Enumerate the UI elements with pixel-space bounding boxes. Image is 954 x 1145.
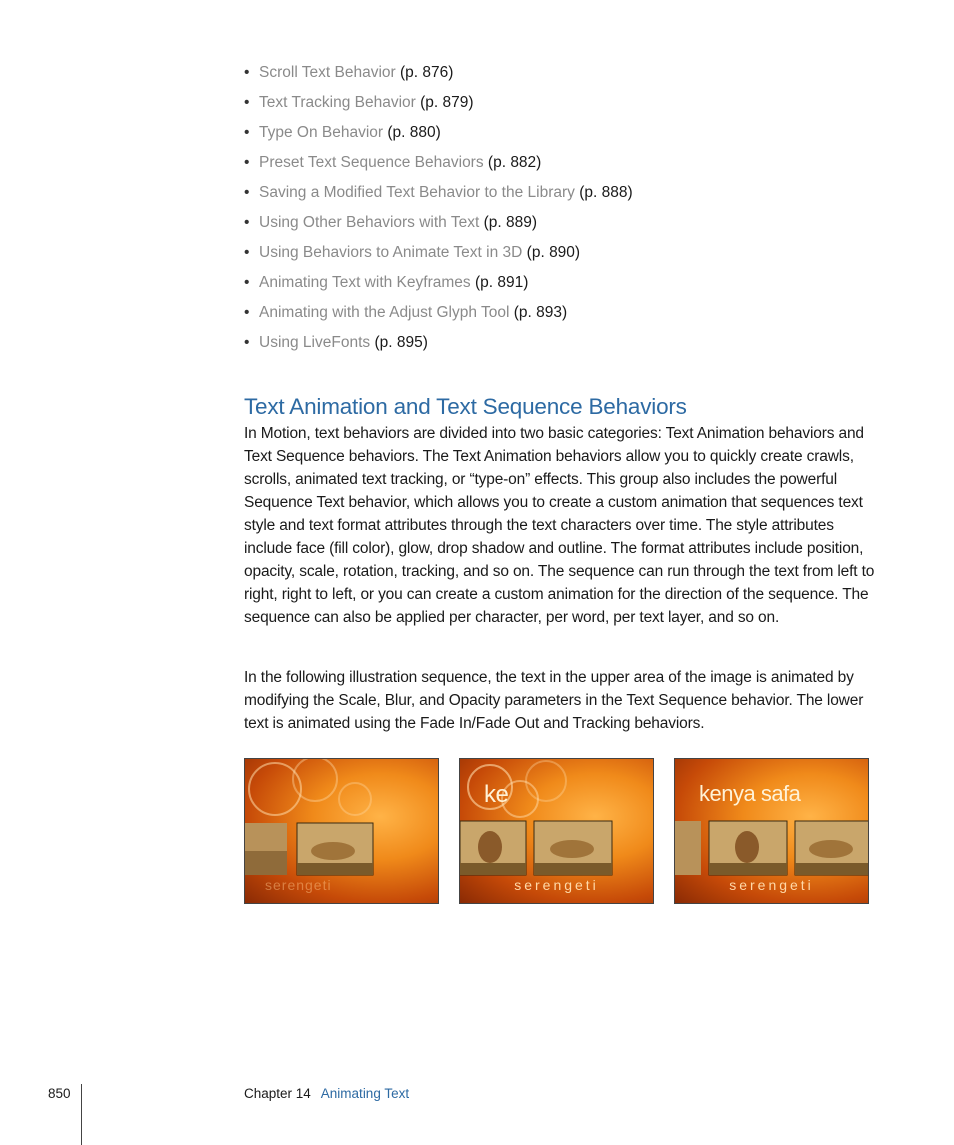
toc-link[interactable]: Using Behaviors to Animate Text in 3D (259, 244, 523, 261)
footer-divider (81, 1084, 82, 1145)
bullet: • (244, 274, 250, 291)
body-paragraph: In Motion, text behaviors are divided into two basic categories: Text Animation behaviors and Text Sequence behaviors. The Text Animation behaviors allow you to quickly create crawls, scrolls, animated text tracking, or “type-on” effects. This group also includes the powerful Sequence Text behavior, which allows you to create a custom animation that sequences text style and text format attributes through the text characters over time. The style attributes include face (fill color), glow, drop shadow and outline. The format attributes include position, opacity, scale, rotation, tracking, and so on. The sequence can run through the text from left to right, right to left, or you can create a custom animation for the direction of the sequence. The sequence can also be applied per character, per word, per text layer, and so on. (244, 425, 875, 626)
chapter-title-link[interactable]: Animating Text (320, 1086, 410, 1101)
bullet: • (244, 64, 250, 81)
toc-link[interactable]: Using LiveFonts (259, 334, 371, 351)
toc-link[interactable]: Animating Text with Keyframes (259, 274, 471, 291)
list-item (244, 212, 633, 242)
bullet: • (244, 124, 250, 141)
toc-link[interactable]: Using Other Behaviors with Text (259, 214, 480, 231)
list-item (244, 92, 633, 122)
page-ref: (p. 889) (483, 214, 537, 231)
frame-caption: serengeti (729, 877, 814, 893)
toc-link[interactable]: Scroll Text Behavior (259, 64, 396, 81)
footer-chapter (244, 1086, 409, 1101)
page-ref: (p. 882) (487, 154, 542, 171)
section-heading: Text Animation and Text Sequence Behaviors (244, 394, 687, 419)
illustration-frame-2 (459, 758, 654, 904)
bullet: • (244, 154, 250, 171)
toc-link[interactable]: Text Tracking Behavior (259, 94, 416, 111)
list-item (244, 122, 633, 152)
chapter-label: Chapter 14 (244, 1086, 311, 1101)
list-item (244, 272, 633, 302)
frame-caption: serengeti (514, 877, 599, 893)
frame-caption: serengeti (265, 877, 332, 893)
illustration-frame-1 (244, 758, 439, 904)
page-ref: (p. 879) (420, 94, 474, 111)
page-ref: (p. 890) (526, 244, 581, 261)
bullet: • (244, 304, 250, 321)
page-ref: (p. 888) (579, 184, 633, 201)
toc-link[interactable]: Animating with the Adjust Glyph Tool (259, 304, 510, 321)
related-topics-list (244, 62, 633, 362)
list-item (244, 62, 633, 92)
bullet: • (244, 214, 250, 231)
list-item (244, 182, 633, 212)
page-ref: (p. 880) (387, 124, 441, 141)
illustration-frame-3 (674, 758, 869, 904)
frame-title: kenya safa (699, 781, 801, 806)
bullet: • (244, 94, 250, 111)
page-ref: (p. 895) (374, 334, 428, 351)
page-number: 850 (48, 1086, 71, 1101)
page-ref: (p. 876) (400, 64, 454, 81)
toc-link[interactable]: Type On Behavior (259, 124, 384, 141)
list-item (244, 332, 633, 362)
bullet: • (244, 334, 250, 351)
toc-link[interactable]: Saving a Modified Text Behavior to the Library (259, 184, 575, 201)
toc-link[interactable]: Preset Text Sequence Behaviors (259, 154, 484, 171)
page-ref: (p. 893) (513, 304, 568, 321)
list-item (244, 242, 633, 272)
body-paragraph: In the following illustration sequence, the text in the upper area of the image is animated by modifying the Scale, Blur, and Opacity parameters in the Text Sequence behavior. The lower text is animated using the Fade In/Fade Out and Tracking behaviors. (244, 669, 864, 732)
page-ref: (p. 891) (474, 274, 529, 291)
list-item (244, 152, 633, 182)
bullet: • (244, 244, 250, 261)
frame-title: ke (484, 781, 509, 808)
bullet: • (244, 184, 250, 201)
list-item (244, 302, 633, 332)
